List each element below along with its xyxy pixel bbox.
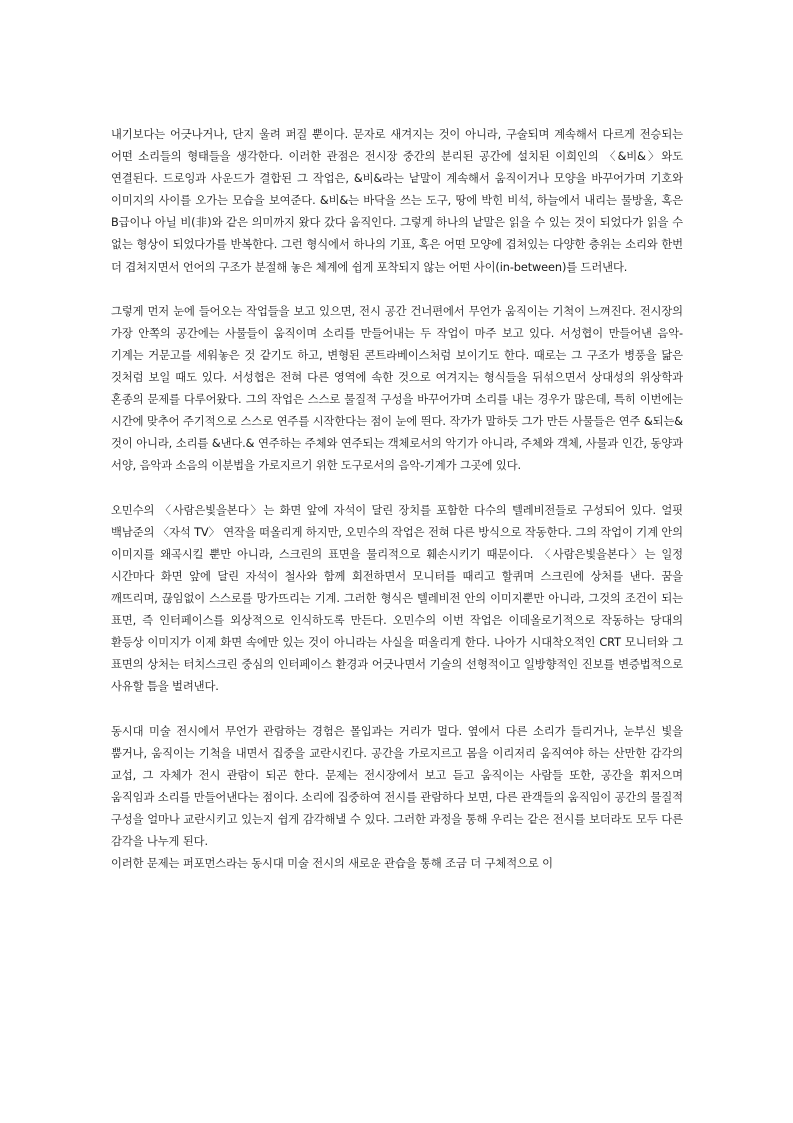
- paragraph-3: 오민수의 〈사람은빛을본다〉는 화면 앞에 자석이 달린 장치를 포함한 다수의 텔레비전들로 구성되어 있다. 얼핏 백남준의 〈자석 TV〉 연작을 떠올리게 하지만, 오민수의 작업은 전혀 다른 방식으로 작동한다. 그의 작업이 기계 안의 이미지를 왜곡시킬 뿐만 아니라, 스크린의 표면을 물리적으로 훼손시키기 때문이다. 〈사람은빛을본다〉는 일정 시간마다 화면 앞에 달린 자석이 철사와 함께 회전하면서 모니터를 때리고 할퀴며 스크린에 상처를 낸다. 꿈을 깨뜨리며, 끊임없이 스스로를 망가뜨리는 기계. 그러한 형식은 텔레비전 안의 이미지뿐만 아니라, 그것의 조건이 되는 표면, 즉 인터페이스를 외상적으로 인식하도록 만든다. 오민수의 이번 작업은 이데올로기적으로 작동하는 당대의 환등상 이미지가 이제 화면 속에만 있는 것이 아니라는 사실을 떠올리게 한다. 나아가 시대착오적인 CRT 모니터와 그 표면의 상처는 터치스크린 중심의 인터페이스 환경과 어긋나면서 기술의 선형적이고 일방향적인 진보를 변증법적으로 사유할 틈을 벌려낸다.: [111, 503, 683, 694]
- paragraph-4: 동시대 미술 전시에서 무언가 관람하는 경험은 몰입과는 거리가 멀다. 옆에서 다른 소리가 들리거나, 눈부신 빛을 뿜거나, 움직이는 기척을 내면서 집중을 교란시킨다. 공간을 가로지르고 몸을 이리저리 움직여야 하는 산만한 감각의 교섭, 그 자체가 전시 관람이 되곤 한다. 문제는 전시장에서 보고 듣고 움직이는 사람들 또한, 공간을 휘저으며 움직임과 소리를 만들어낸다는 점이다. 소리에 집중하여 전시를 관람하다 보면, 다른 관객들의 움직임이 공간의 물질적 구성을 얼마나 교란시키고 있는지 쉽게 감각해낼 수 있다. 그러한 과정을 통해 우리는 같은 전시를 보더라도 모두 다른 감각을 나누게 된다.: [111, 724, 683, 848]
- paragraph-5: 이러한 문제는 퍼포먼스라는 동시대 미술 전시의 새로운 관습을 통해 조금 더 구체적으로 이: [111, 857, 553, 871]
- paragraph-1: 내기보다는 어긋나거나, 단지 울려 퍼질 뿐이다. 문자로 새겨지는 것이 아니라, 구술되며 계속해서 다르게 전승되는 어떤 소리들의 형태들을 생각한다. 이러한 관점은 전시장 중간의 분리된 공간에 설치된 이희인의 〈&비&〉와도 연결된다. 드로잉과 사운드가 결합된 그 작업은, &비&라는 낱말이 계속해서 움직이거나 모양을 바꾸어가며 기호와 이미지의 사이를 오가는 모습을 보여준다. &비&는 바닥을 쓰는 도구, 땅에 박힌 비석, 하늘에서 내리는 물방울, 혹은 B급이나 아닐 비(非)와 같은 의미까지 왔다 갔다 움직인다. 그렇게 하나의 낱말은 읽을 수 있는 것이 되었다가 읽을 수 없는 형상이 되었다가를 반복한다. 그런 형식에서 하나의 기표, 혹은 어떤 모양에 겹쳐있는 다양한 층위는 소리와 한번 더 겹쳐지면서 언어의 구조가 분절해 놓은 체계에 쉽게 포착되지 않는 어떤 사이(in-between)를 드러낸다.: [111, 128, 683, 274]
- paragraph-2: 그렇게 먼저 눈에 들어오는 작업들을 보고 있으면, 전시 공간 건너편에서 무언가 움직이는 기척이 느껴진다. 전시장의 가장 안쪽의 공간에는 사물들이 움직이며 소리를 만들어내는 두 작업이 마주 보고 있다. 서성협이 만들어낸 음악-기계는 거문고를 세워놓은 것 같기도 하고, 변형된 콘트라베이스처럼 보이기도 한다. 때로는 그 구조가 병풍을 닮은 것처럼 보일 때도 있다. 서성협은 전혀 다른 영역에 속한 것으로 여겨지는 형식들을 뒤섞으면서 상대성의 위상학과 혼종의 문제를 다루어왔다. 그의 작업은 스스로 물질적 구성을 바꾸어가며 소리를 내는 경우가 많은데, 특히 이번에는 시간에 맞추어 주기적으로 스스로 연주를 시작한다는 점이 눈에 띈다. 작가가 말하듯 그가 만든 사물들은 연주 &되는& 것이 아니라, 소리를 &낸다.& 연주하는 주체와 연주되는 객체로서의 악기가 아니라, 주체와 객체, 사물과 인간, 동양과 서양, 음악과 소음의 이분법을 가로지르기 위한 도구로서의 음악-기계가 그곳에 있다.: [111, 304, 683, 473]
- document-body: [111, 124, 683, 875]
